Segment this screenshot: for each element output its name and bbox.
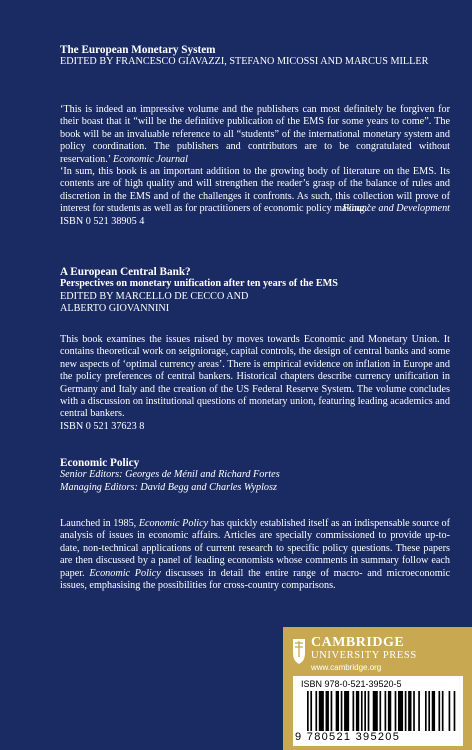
book3-description: [60, 518, 450, 592]
book3-description-block: [60, 518, 450, 592]
book2-editors-line1: EDITED BY MARCELLO DE CECCO AND: [60, 290, 249, 302]
book2-title: A European Central Bank?: [60, 266, 191, 278]
publisher-press: UNIVERSITY PRESS: [311, 650, 417, 661]
book3-managing-editors: Managing Editors: David Begg and Charles Wyplosz: [60, 481, 277, 493]
barcode-icon: [307, 691, 457, 731]
barcode-box: [293, 676, 463, 746]
book1-editors: EDITED BY FRANCESCO GIAVAZZI, STEFANO MICOSSI AND MARCUS MILLER: [60, 56, 429, 68]
book2-editors-line2: ALBERTO GIOVANNINI: [60, 303, 170, 315]
book1-quote1: [60, 104, 450, 166]
book3-desc-part2: has quickly established itself as an indispensable source of analysis of issues in economic affairs. Articles are specially commissioned to provide up-to-date, non-technical applications of current research to specific policy questions. These papers are then discussed by a panel of leading economists whose comments in summary follow each paper.: [60, 518, 450, 579]
book1-quote1-source: Economic Journal: [113, 153, 188, 165]
publisher-website: www.cambridge.org: [311, 663, 382, 672]
book2-description: This book examines the issues raised by moves towards Economic and Monetary Union. It contains theoretical work on seigniorage, capital controls, the design of central banks and some new aspects of ‘optimal currency areas’. There is empirical evidence on inflation in Europe and the policy preferences of central bankers. Historical chapters describe currency unification in Germany and Italy and the creation of the US Federal Reserve System. The volume concludes with a discussion on institutional questions of monetary union, featuring leading academics and central bankers.: [60, 334, 450, 420]
book2-isbn: ISBN 0 521 37623 8: [60, 420, 145, 432]
barcode-number: 9 780521 395205: [295, 731, 401, 743]
book2-section: [60, 266, 450, 316]
publisher-panel: [283, 627, 472, 750]
book3-desc-part1: Launched in 1985,: [60, 518, 139, 529]
book2-description-block: [60, 334, 450, 433]
shield-icon: [292, 637, 306, 665]
book1-isbn: ISBN 0 521 38905 4: [60, 215, 145, 227]
book3-section: [60, 457, 450, 494]
book1-quote2: ‘In sum, this book is an important addition to the growing body of literature on the EMS. Its contents are of high quality and will strengthen the reader’s grasp of the balance of rules and discretion in the EMS and of the challenges it confronts. As such, this collection will prove of interest for students as well as for practitioners of economic policy making.’: [60, 166, 450, 215]
book1-quote1-text: ‘This is indeed an impressive volume and the publishers can most definitely be forgiven for their boast that it “will be the definitive publication of the EMS for some years to come”. The book will be an invaluable reference to all “students” of the international monetary system and policy coordination. The publishers and contributors are to be congratulated without reservation.’: [60, 104, 450, 165]
book3-desc-italic2: Economic Policy: [89, 567, 161, 579]
book2-subtitle: Perspectives on monetary unification after ten years of the EMS: [60, 278, 338, 290]
book3-title: Economic Policy: [60, 457, 140, 469]
publisher-logo: [293, 635, 463, 673]
book3-desc-part3: discusses in detail the entire range of macro- and microeconomic issues, emphasising the possibilities for cross-country comparisons.: [60, 567, 451, 592]
book1-section: [60, 44, 450, 69]
book1-title: The European Monetary System: [60, 44, 216, 56]
book3-desc-italic1: Economic Policy: [138, 518, 209, 529]
isbn13-label: ISBN 978-0-521-39520-5: [301, 679, 402, 689]
book1-reviews: [60, 104, 450, 228]
publisher-name: CAMBRIDGE: [311, 635, 405, 650]
book3-senior-editors: Senior Editors: Georges de Ménil and Richard Fortes: [60, 469, 280, 481]
book1-quote2-source: Finance and Development: [342, 203, 450, 215]
